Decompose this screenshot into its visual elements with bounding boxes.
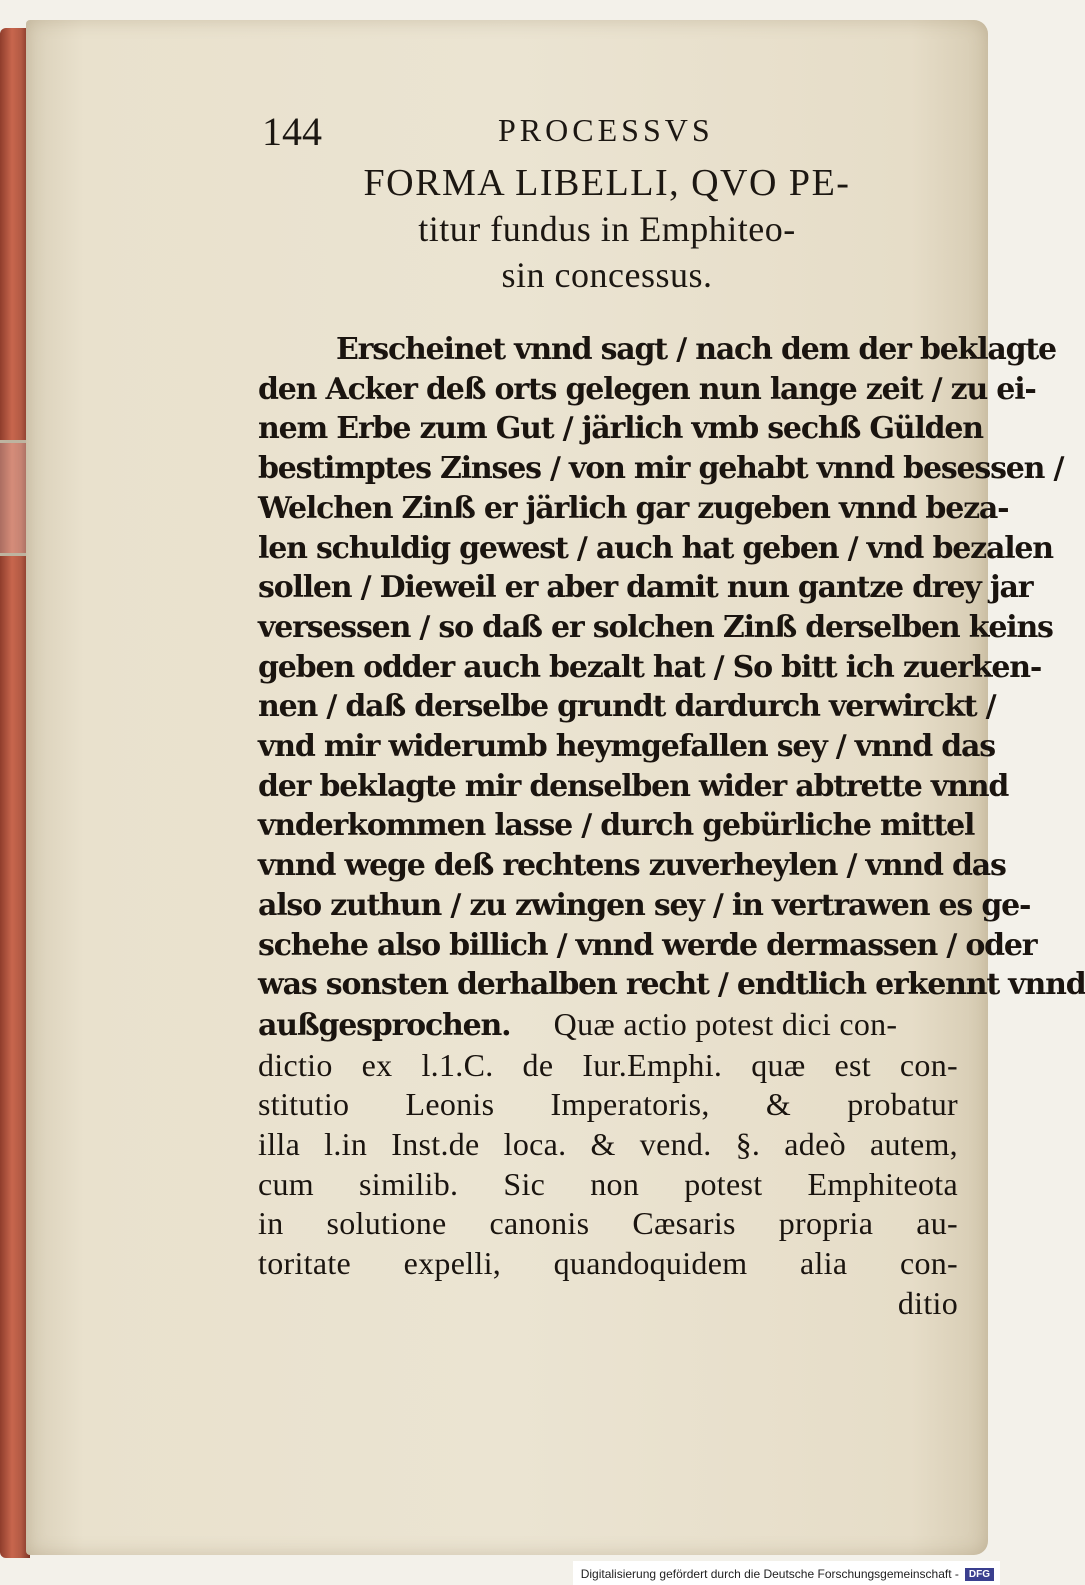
body-line: Welchen Zinß er järlich gar zugeben vnnd beza-: [258, 490, 1009, 526]
dfg-logo: DFG: [965, 1568, 994, 1581]
body-line: was sonsten derhalben recht / endtlich erkennt vnnd: [258, 967, 1085, 1003]
latin-line: cum similib. Sic non potest Emphiteota: [258, 1165, 958, 1202]
body-line: bestimptes Zinses / von mir gehabt vnnd besessen /: [258, 451, 1064, 487]
body-line: schehe also billich / vnnd werde dermassen / oder: [258, 927, 1037, 963]
body-line-mixed: [258, 1005, 958, 1046]
body-line: vnnd wege deß rechtens zuverheylen / vnnd das: [258, 848, 1006, 884]
body-line: Erscheinet vnnd sagt / nach dem der beklagte: [336, 332, 1056, 367]
title-line: sin concessus.: [501, 255, 713, 295]
body-line: der beklagte mir denselben wider abtrette vnnd: [258, 768, 1009, 804]
latin-fragment: Quæ actio potest dici con-: [553, 1005, 898, 1042]
latin-line: illa l.in Inst.de loca. & vend. §. adeò autem,: [258, 1126, 958, 1163]
footer-text: Digitalisierung gefördert durch die Deutsche Forschungsgemeinschaft -: [580, 1567, 959, 1581]
title-line: FORMA LIBELLI, QVO PE-: [363, 162, 851, 204]
running-head: PROCESSVS: [498, 112, 714, 148]
body-line: len schuldig gewest / auch hat geben / vnd bezalen: [258, 530, 1053, 566]
latin-line: in solutione canonis Cæsaris propria au-: [258, 1205, 958, 1242]
body-line: versessen / so daß er solchen Zinß derselben keins: [258, 609, 1053, 645]
body-line: nem Erbe zum Gut / järlich vmb sechß Gülden: [258, 411, 983, 447]
body-line: den Acker deß orts gelegen nun lange zeit / zu ei-: [258, 371, 1036, 407]
body-line: vnd mir widerumb heymgefallen sey / vnnd das: [258, 729, 995, 765]
latin-line: dictio ex l.1.C. de Iur.Emphi. quæ est con-: [258, 1046, 958, 1083]
page-number: 144: [262, 109, 322, 154]
body-text: [258, 330, 1085, 1324]
body-line: geben odder auch bezalt hat / So bitt ich zuerken-: [258, 649, 1042, 685]
title-line: titur fundus in Emphiteo-: [418, 209, 796, 249]
latin-line: toritate expelli, quandoquidem alia con-: [258, 1245, 958, 1282]
latin-line: stitutio Leonis Imperatoris, & probatur: [258, 1086, 958, 1123]
digitization-footer: [573, 1561, 1000, 1585]
body-line: sollen / Dieweil er aber damit nun gantze drey jar: [258, 570, 1033, 606]
body-fragment: außgesprochen.: [258, 1007, 511, 1043]
body-line: vnderkommen lasse / durch gebürliche mittel: [258, 808, 975, 844]
body-line: also zuthun / zu zwingen sey / in vertrawen es ge-: [258, 887, 1031, 923]
body-line: nen / daß derselbe grundt dardurch verwirckt /: [258, 689, 996, 725]
catchword: ditio: [897, 1284, 958, 1321]
section-title: [262, 160, 952, 298]
